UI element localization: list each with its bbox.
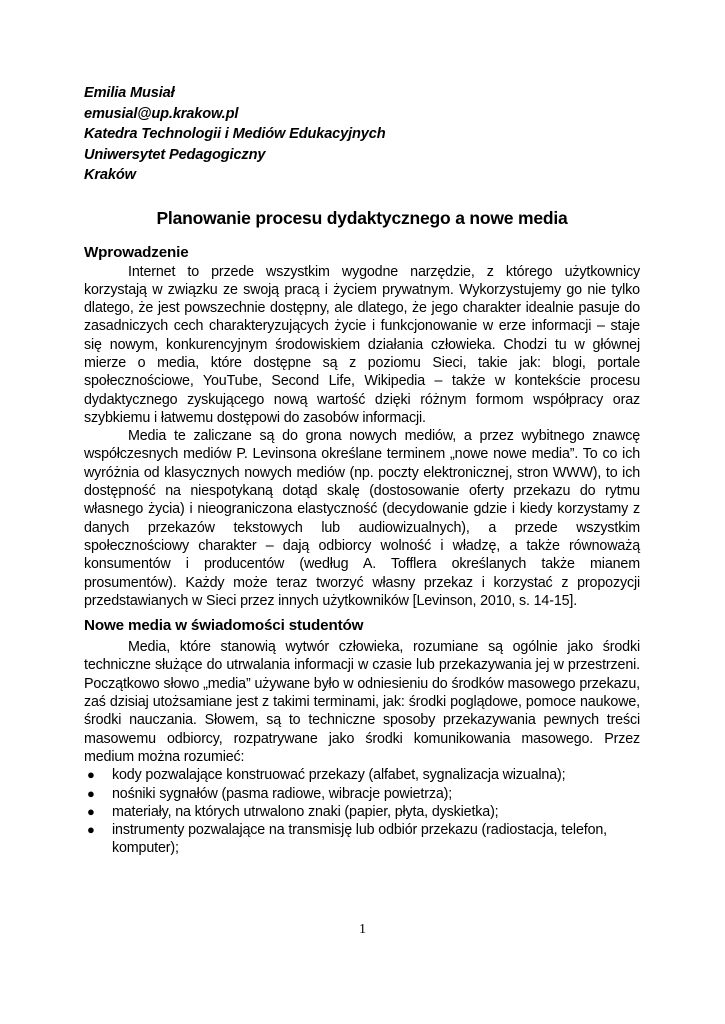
author-email: emusial@up.krakow.pl: [84, 105, 239, 122]
author-department: Katedra Technologii i Mediów Edukacyjnych: [84, 126, 386, 142]
paragraph: Media te zaliczane są do grona nowych mediów, a przez wybitnego znawcę współczesnych mediów P. Levinsona określane terminem „nowe nowe media”. To co ich wyróżnia od klasycznych nowych mediów (np. poczty elektronicznej, stron WWW), to ich dostępność na niespotykaną dotąd skalę (dostosowanie oferty przekazu do rytmu własnego życia) i nieograniczona elastyczność (decydowanie gdzie i kiedy korzystamy z danych przekazów tekstowych lub audiowizualnych), a przede wszystkim społecznościowy charakter – dają odbiorcy wolność i władzę, a także równoważą konsumentów i producentów (według A. Tofflera określanych także mianem prosumentów). Każdy może teraz tworzyć własny przekaz i korzystać z propozycji przedstawianych w Sieci przez innych użytkowników [Levinson, 2010, s. 14-15].: [84, 428, 640, 609]
list-item: [84, 821, 640, 858]
list-item: [84, 803, 640, 821]
section-heading-new-media: Nowe media w świadomości studentów: [84, 617, 364, 635]
page-number: 1: [359, 922, 366, 937]
list-item-text: materiały, na których utrwalono znaki (papier, płyta, dyskietka);: [112, 803, 499, 820]
bullet-icon: ●: [87, 822, 95, 838]
author-block: [84, 83, 640, 186]
author-name: Emilia Musiał: [84, 85, 175, 101]
document-title: Planowanie procesu dydaktycznego a nowe media: [156, 207, 568, 228]
author-city: Kraków: [84, 167, 136, 183]
list-item-text: kody pozwalające konstruować przekazy (alfabet, sygnalizacja wizualna);: [112, 767, 566, 784]
list-item-text: nośniki sygnałów (pasma radiowe, wibracje powietrza);: [112, 785, 453, 802]
bullet-icon: ●: [87, 785, 95, 801]
list-item-text: instrumenty pozwalające na transmisję lub odbiór przekazu (radiostacja, telefon, komputer);: [112, 822, 608, 857]
paragraph: Internet to przede wszystkim wygodne narzędzie, z którego użytkownicy korzystają w związku ze swoją pracą i życiem prywatnym. Wykorzystujemy go nie tylko dlatego, że jest powszechnie dostępny, ale dlatego, że jego charakter idealnie pasuje do zasadniczych cech charakteryzujących życie i funkcjonowanie w erze informacji – staje się nowym, konkurencyjnym środowiskiem działania człowieka. Chodzi tu w głównej mierze o media, które dostępne są z poziomu Sieci, takie jak: blogi, portale społecznościowe, YouTube, Second Life, Wikipedia – także w kontekście procesu dydaktycznego zyskującego nową wartość dzięki różnym formom współpracy oraz szybkiemu i łatwemu dostępowi do zasobów informacji.: [84, 263, 640, 426]
document-page: [84, 83, 640, 858]
bullet-icon: ●: [87, 803, 95, 819]
list-item: [84, 766, 640, 784]
bullet-icon: ●: [87, 767, 95, 783]
list-item: [84, 785, 640, 803]
bullet-list: [84, 766, 640, 857]
section-heading-introduction: Wprowadzenie: [84, 243, 189, 261]
author-university: Uniwersytet Pedagogiczny: [84, 146, 266, 163]
paragraph: Media, które stanowią wytwór człowieka, rozumiane są ogólnie jako środki techniczne służące do utrwalania informacji w czasie lub przekazywania jej w przestrzeni. Początkowo słowo „media” używane było w odniesieniu do środków masowego przekazu, zaś dzisiaj utożsamiane jest z takimi terminami, jak: środki poglądowe, pomoce naukowe, środki nauczania. Słowem, są to techniczne sposoby przekazywania pewnych treści masowemu odbiorcy, rozpatrywane jako środki komunikowania masowego. Przez medium można rozumieć:: [84, 639, 640, 765]
